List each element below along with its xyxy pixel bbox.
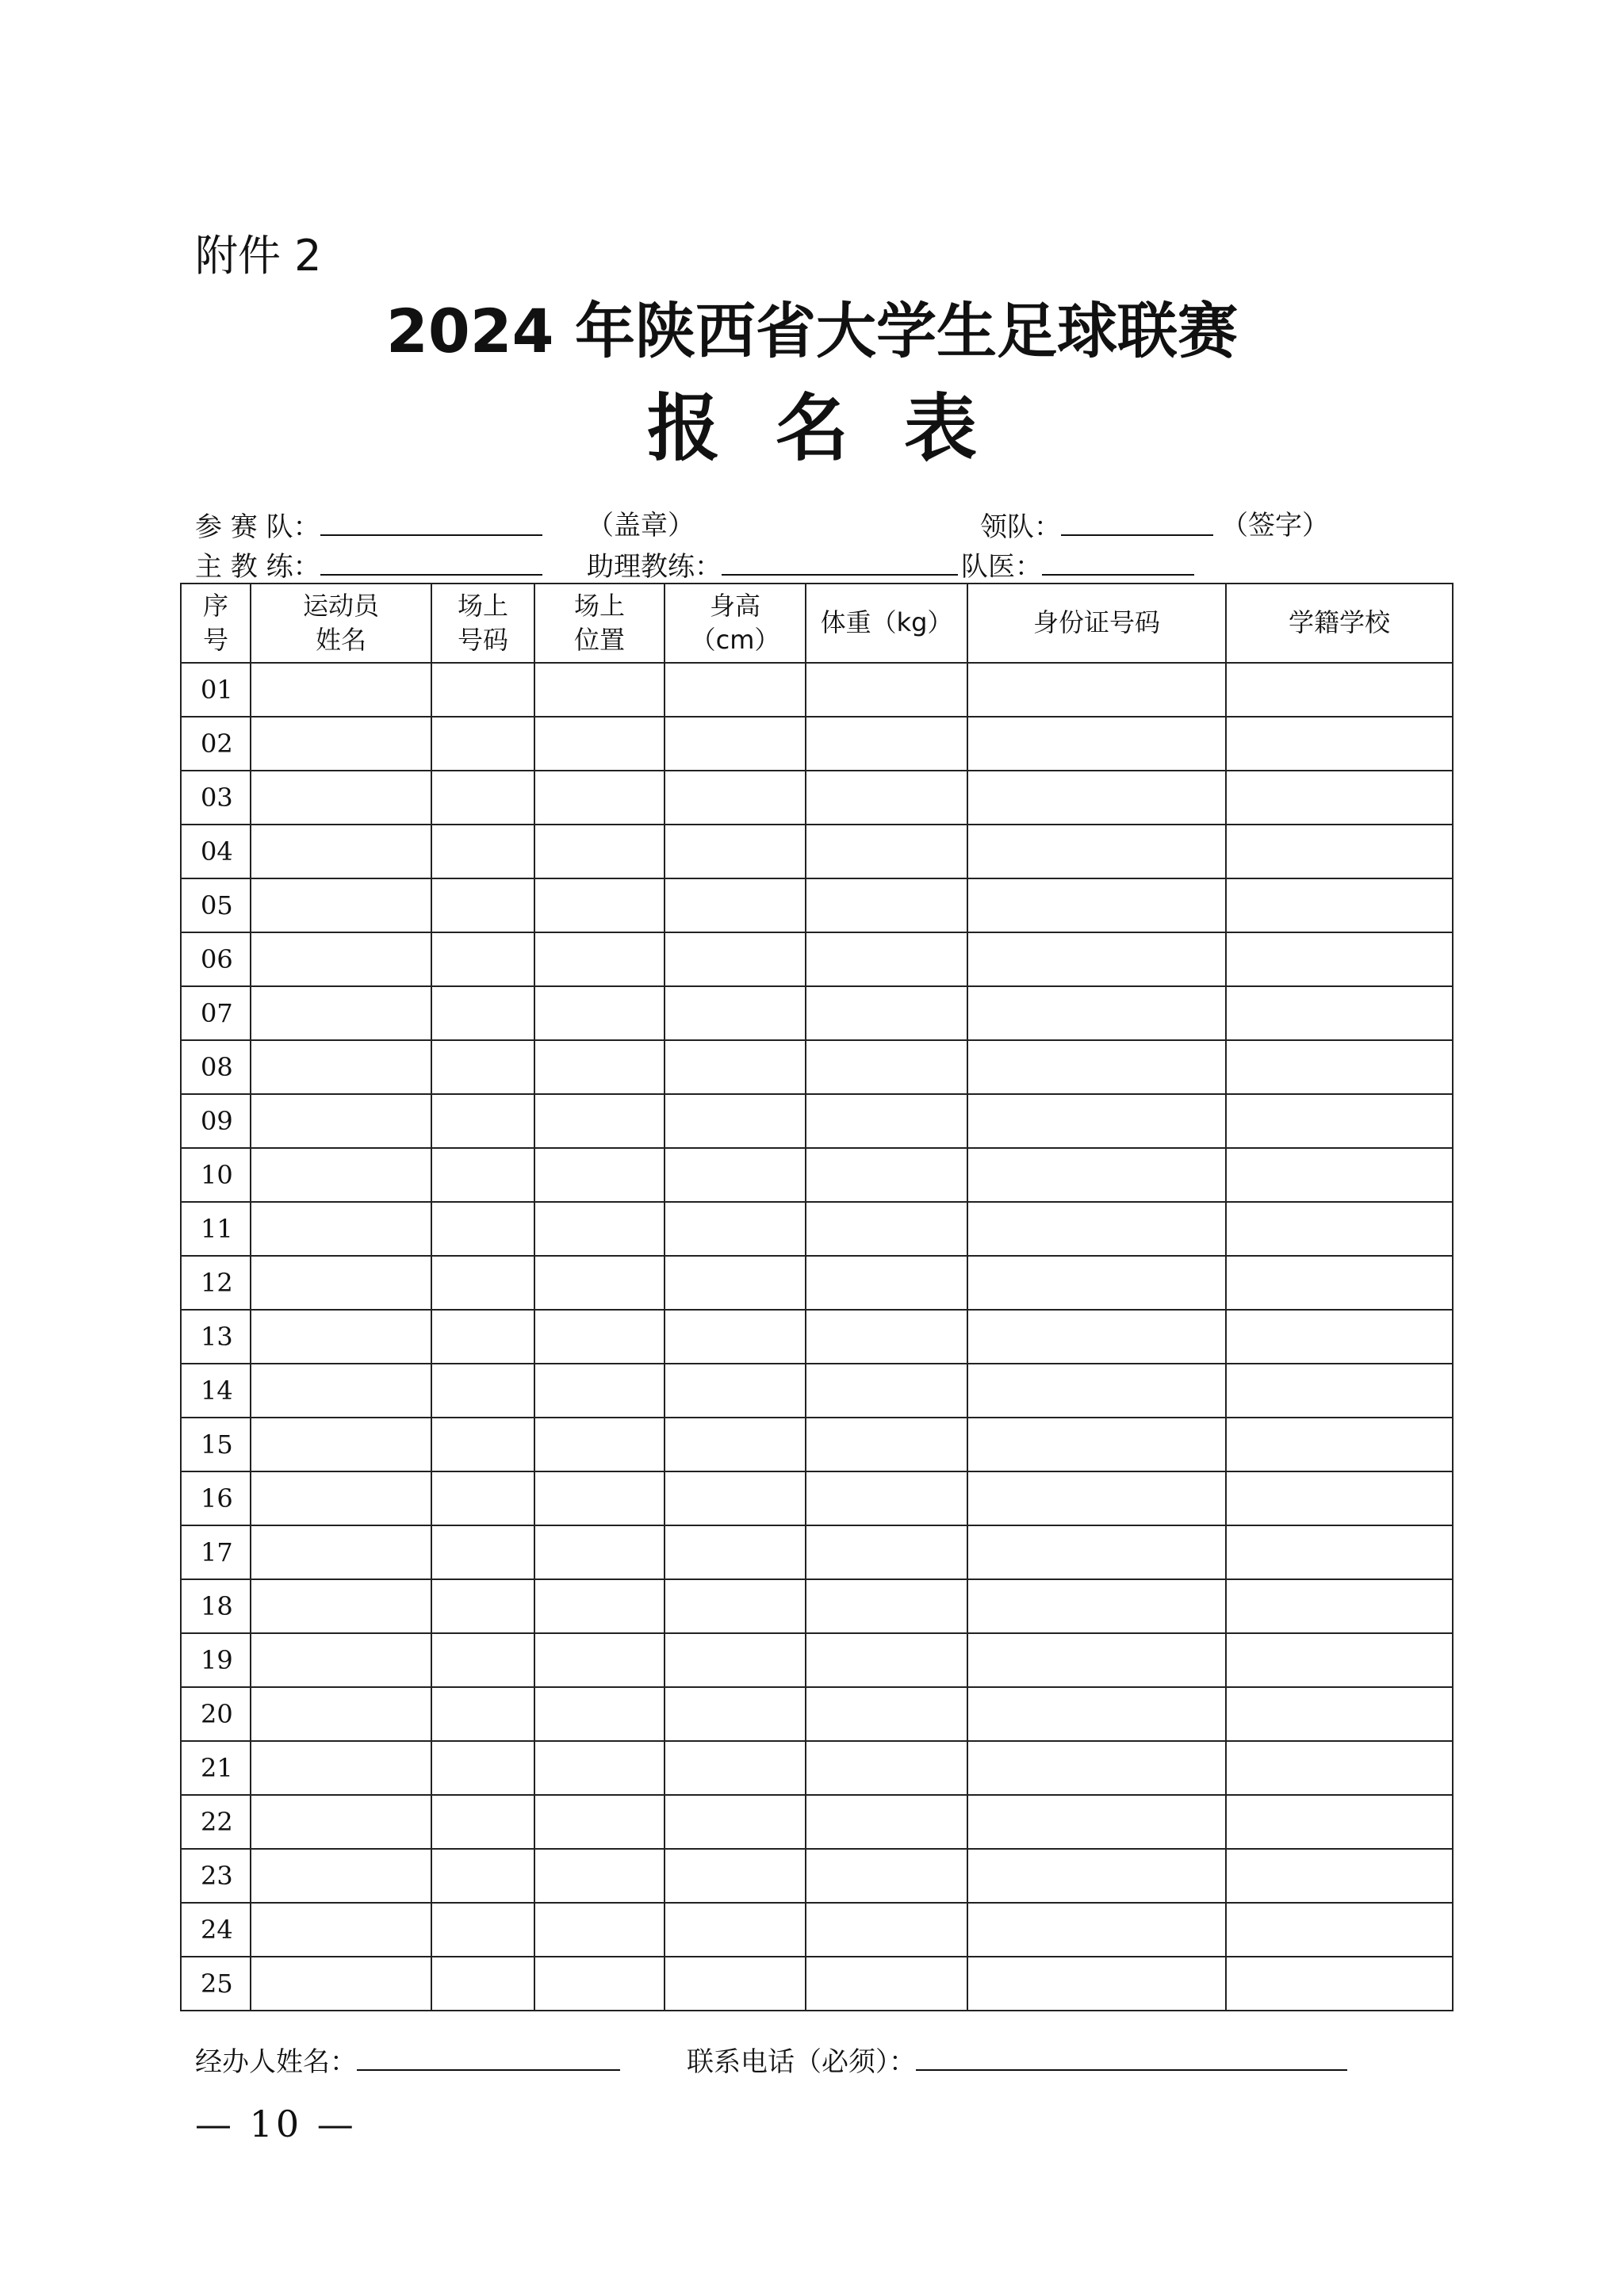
doctor-field bbox=[961, 551, 1194, 583]
table-row bbox=[181, 1903, 1453, 1957]
table-cell[interactable] bbox=[967, 1525, 1226, 1579]
table-cell[interactable] bbox=[806, 1040, 967, 1094]
row-number: 08 bbox=[181, 1040, 251, 1094]
table-cell[interactable] bbox=[251, 1418, 431, 1471]
phone-label: 联系电话（必须）： bbox=[687, 2046, 916, 2078]
table-cell[interactable] bbox=[534, 1256, 665, 1310]
row-number: 13 bbox=[181, 1310, 251, 1364]
table-cell[interactable] bbox=[665, 1094, 806, 1148]
table-cell[interactable] bbox=[806, 986, 967, 1040]
table-cell[interactable] bbox=[967, 1849, 1226, 1903]
table-cell[interactable] bbox=[534, 1957, 665, 2011]
table-cell[interactable] bbox=[1226, 1148, 1453, 1202]
table-cell[interactable] bbox=[665, 1687, 806, 1741]
table-cell[interactable] bbox=[1226, 1741, 1453, 1795]
team-label: 参 赛 队： bbox=[195, 511, 320, 543]
table-row bbox=[181, 1525, 1453, 1579]
table-cell[interactable] bbox=[665, 1957, 806, 2011]
table-cell[interactable] bbox=[967, 1310, 1226, 1364]
table-cell[interactable] bbox=[967, 825, 1226, 878]
table-cell[interactable] bbox=[967, 1633, 1226, 1687]
table-cell[interactable] bbox=[534, 1741, 665, 1795]
table-cell[interactable] bbox=[251, 825, 431, 878]
table-cell[interactable] bbox=[806, 1741, 967, 1795]
sign-note: （签字） bbox=[1221, 510, 1329, 541]
table-cell[interactable] bbox=[967, 1148, 1226, 1202]
table-cell[interactable] bbox=[806, 771, 967, 825]
table-cell[interactable] bbox=[967, 1579, 1226, 1633]
table-cell[interactable] bbox=[1226, 1202, 1453, 1256]
row-number: 04 bbox=[181, 825, 251, 878]
table-cell[interactable] bbox=[1226, 878, 1453, 932]
table-cell[interactable] bbox=[806, 1202, 967, 1256]
table-cell[interactable] bbox=[967, 1256, 1226, 1310]
table-cell[interactable] bbox=[1226, 1957, 1453, 2011]
column-header: 运动员 姓名 bbox=[251, 584, 431, 663]
table-cell[interactable] bbox=[806, 1903, 967, 1957]
handler-field bbox=[195, 2047, 620, 2076]
table-cell[interactable] bbox=[1226, 825, 1453, 878]
table-cell[interactable] bbox=[1226, 986, 1453, 1040]
table-cell[interactable] bbox=[534, 1795, 665, 1849]
table-row bbox=[181, 1310, 1453, 1364]
table-cell[interactable] bbox=[251, 1094, 431, 1148]
table-cell[interactable] bbox=[251, 878, 431, 932]
table-cell[interactable] bbox=[806, 1579, 967, 1633]
column-header: 场上 位置 bbox=[534, 584, 665, 663]
team-field bbox=[195, 512, 542, 541]
table-cell[interactable] bbox=[431, 1148, 534, 1202]
table-cell[interactable] bbox=[534, 1525, 665, 1579]
leader-blank[interactable] bbox=[1061, 512, 1213, 536]
table-cell[interactable] bbox=[967, 1040, 1226, 1094]
table-cell[interactable] bbox=[967, 663, 1226, 717]
table-cell[interactable] bbox=[1226, 1849, 1453, 1903]
table-cell[interactable] bbox=[251, 986, 431, 1040]
table-cell[interactable] bbox=[665, 1633, 806, 1687]
table-cell[interactable] bbox=[1226, 1471, 1453, 1525]
table-row bbox=[181, 1256, 1453, 1310]
row-number: 21 bbox=[181, 1741, 251, 1795]
table-row bbox=[181, 1471, 1453, 1525]
attachment-label: 附件 2 bbox=[195, 231, 322, 281]
table-cell[interactable] bbox=[431, 1471, 534, 1525]
table-cell[interactable] bbox=[806, 1256, 967, 1310]
table-cell[interactable] bbox=[534, 1849, 665, 1903]
handler-label: 经办人姓名： bbox=[195, 2046, 357, 2078]
table-cell[interactable] bbox=[665, 932, 806, 986]
table-row bbox=[181, 878, 1453, 932]
table-cell[interactable] bbox=[665, 878, 806, 932]
table-cell[interactable] bbox=[806, 717, 967, 771]
table-cell[interactable] bbox=[431, 932, 534, 986]
team-blank[interactable] bbox=[320, 512, 542, 536]
table-cell[interactable] bbox=[251, 1471, 431, 1525]
table-cell[interactable] bbox=[534, 986, 665, 1040]
doctor-blank[interactable] bbox=[1042, 552, 1194, 576]
table-cell[interactable] bbox=[431, 986, 534, 1040]
table-cell[interactable] bbox=[806, 1148, 967, 1202]
table-cell[interactable] bbox=[967, 1471, 1226, 1525]
table-cell[interactable] bbox=[967, 878, 1226, 932]
table-cell[interactable] bbox=[806, 1849, 967, 1903]
table-cell[interactable] bbox=[431, 771, 534, 825]
table-cell[interactable] bbox=[1226, 1903, 1453, 1957]
leader-field bbox=[980, 512, 1213, 541]
seal-note: （盖章） bbox=[587, 510, 695, 541]
row-number: 05 bbox=[181, 878, 251, 932]
table-cell[interactable] bbox=[534, 1310, 665, 1364]
table-cell[interactable] bbox=[806, 1633, 967, 1687]
table-cell[interactable] bbox=[534, 1040, 665, 1094]
table-cell[interactable] bbox=[251, 663, 431, 717]
row-number: 11 bbox=[181, 1202, 251, 1256]
table-cell[interactable] bbox=[665, 771, 806, 825]
table-cell[interactable] bbox=[665, 986, 806, 1040]
table-cell[interactable] bbox=[665, 663, 806, 717]
table-cell[interactable] bbox=[1226, 1795, 1453, 1849]
table-cell[interactable] bbox=[534, 878, 665, 932]
table-cell[interactable] bbox=[251, 771, 431, 825]
table-cell[interactable] bbox=[806, 1418, 967, 1471]
table-row bbox=[181, 932, 1453, 986]
table-cell[interactable] bbox=[251, 932, 431, 986]
table-cell[interactable] bbox=[967, 1741, 1226, 1795]
row-number: 15 bbox=[181, 1418, 251, 1471]
table-cell[interactable] bbox=[534, 1903, 665, 1957]
table-cell[interactable] bbox=[534, 1418, 665, 1471]
table-cell[interactable] bbox=[251, 1310, 431, 1364]
doctor-label: 队医： bbox=[961, 551, 1042, 583]
table-cell[interactable] bbox=[665, 1471, 806, 1525]
table-cell[interactable] bbox=[665, 1418, 806, 1471]
table-cell[interactable] bbox=[665, 825, 806, 878]
row-number: 25 bbox=[181, 1957, 251, 2011]
table-cell[interactable] bbox=[251, 1795, 431, 1849]
table-cell[interactable] bbox=[251, 1633, 431, 1687]
table-cell[interactable] bbox=[251, 1903, 431, 1957]
table-cell[interactable] bbox=[431, 878, 534, 932]
table-cell[interactable] bbox=[251, 1364, 431, 1418]
row-number: 22 bbox=[181, 1795, 251, 1849]
table-cell[interactable] bbox=[251, 1579, 431, 1633]
row-number: 14 bbox=[181, 1364, 251, 1418]
head-coach-label: 主 教 练： bbox=[195, 551, 320, 583]
table-cell[interactable] bbox=[665, 1525, 806, 1579]
row-number: 20 bbox=[181, 1687, 251, 1741]
table-cell[interactable] bbox=[967, 1418, 1226, 1471]
table-row bbox=[181, 1364, 1453, 1418]
table-cell[interactable] bbox=[534, 1687, 665, 1741]
table-cell[interactable] bbox=[1226, 663, 1453, 717]
table-cell[interactable] bbox=[665, 1795, 806, 1849]
table-cell[interactable] bbox=[967, 1364, 1226, 1418]
form-subtitle: 报名表 bbox=[646, 385, 1032, 471]
table-cell[interactable] bbox=[1226, 1687, 1453, 1741]
table-row bbox=[181, 1795, 1453, 1849]
table-cell[interactable] bbox=[534, 825, 665, 878]
table-cell[interactable] bbox=[431, 1040, 534, 1094]
page-number: — 10 — bbox=[195, 2103, 357, 2145]
column-header: 学籍学校 bbox=[1226, 584, 1453, 663]
table-row bbox=[181, 771, 1453, 825]
table-cell[interactable] bbox=[431, 1310, 534, 1364]
column-header: 场上 号码 bbox=[431, 584, 534, 663]
head-coach-field bbox=[195, 551, 542, 583]
table-cell[interactable] bbox=[806, 1310, 967, 1364]
head-coach-blank[interactable] bbox=[320, 552, 542, 576]
table-cell[interactable] bbox=[665, 1256, 806, 1310]
table-cell[interactable] bbox=[431, 717, 534, 771]
row-number: 24 bbox=[181, 1903, 251, 1957]
table-cell[interactable] bbox=[534, 1364, 665, 1418]
table-cell[interactable] bbox=[1226, 1094, 1453, 1148]
table-cell[interactable] bbox=[431, 1633, 534, 1687]
table-cell[interactable] bbox=[1226, 1364, 1453, 1418]
table-row bbox=[181, 1687, 1453, 1741]
row-number: 17 bbox=[181, 1525, 251, 1579]
table-cell[interactable] bbox=[431, 1418, 534, 1471]
phone-field bbox=[687, 2047, 1347, 2076]
table-cell[interactable] bbox=[806, 825, 967, 878]
table-cell[interactable] bbox=[534, 717, 665, 771]
table-cell[interactable] bbox=[665, 1202, 806, 1256]
table-cell[interactable] bbox=[967, 1687, 1226, 1741]
table-cell[interactable] bbox=[534, 1094, 665, 1148]
phone-blank[interactable] bbox=[916, 2047, 1347, 2071]
table-cell[interactable] bbox=[967, 1094, 1226, 1148]
table-row bbox=[181, 1148, 1453, 1202]
table-cell[interactable] bbox=[967, 1903, 1226, 1957]
table-row bbox=[181, 1040, 1453, 1094]
table-cell[interactable] bbox=[251, 1849, 431, 1903]
table-cell[interactable] bbox=[1226, 932, 1453, 986]
document-title: 2024 年陕西省大学生足球联赛 bbox=[386, 296, 1238, 366]
table-cell[interactable] bbox=[431, 1525, 534, 1579]
table-cell[interactable] bbox=[431, 1687, 534, 1741]
table-row bbox=[181, 1957, 1453, 2011]
table-row bbox=[181, 986, 1453, 1040]
table-cell[interactable] bbox=[1226, 771, 1453, 825]
table-cell[interactable] bbox=[251, 1202, 431, 1256]
table-row bbox=[181, 1579, 1453, 1633]
row-number: 18 bbox=[181, 1579, 251, 1633]
table-cell[interactable] bbox=[431, 1579, 534, 1633]
table-cell[interactable] bbox=[967, 771, 1226, 825]
table-cell[interactable] bbox=[665, 1741, 806, 1795]
row-number: 16 bbox=[181, 1471, 251, 1525]
table-row bbox=[181, 1418, 1453, 1471]
table-cell[interactable] bbox=[431, 825, 534, 878]
table-cell[interactable] bbox=[431, 1364, 534, 1418]
table-row bbox=[181, 1741, 1453, 1795]
table-cell[interactable] bbox=[251, 1687, 431, 1741]
table-cell[interactable] bbox=[1226, 717, 1453, 771]
table-cell[interactable] bbox=[534, 1471, 665, 1525]
table-cell[interactable] bbox=[431, 1094, 534, 1148]
table-cell[interactable] bbox=[806, 1094, 967, 1148]
table-row bbox=[181, 717, 1453, 771]
assistant-coach-field bbox=[587, 551, 958, 583]
row-number: 09 bbox=[181, 1094, 251, 1148]
table-cell[interactable] bbox=[534, 663, 665, 717]
table-cell[interactable] bbox=[967, 1795, 1226, 1849]
table-cell[interactable] bbox=[534, 1579, 665, 1633]
table-cell[interactable] bbox=[251, 1148, 431, 1202]
table-cell[interactable] bbox=[967, 932, 1226, 986]
table-cell[interactable] bbox=[1226, 1418, 1453, 1471]
table-cell[interactable] bbox=[251, 1525, 431, 1579]
table-cell[interactable] bbox=[431, 1202, 534, 1256]
table-cell[interactable] bbox=[806, 1364, 967, 1418]
table-cell[interactable] bbox=[665, 1310, 806, 1364]
table-cell[interactable] bbox=[806, 1687, 967, 1741]
assistant-coach-label: 助理教练： bbox=[587, 551, 722, 583]
table-cell[interactable] bbox=[967, 986, 1226, 1040]
table-row bbox=[181, 1202, 1453, 1256]
leader-label: 领队： bbox=[980, 511, 1061, 543]
table-cell[interactable] bbox=[251, 1957, 431, 2011]
table-cell[interactable] bbox=[431, 1849, 534, 1903]
table-cell[interactable] bbox=[665, 1849, 806, 1903]
table-cell[interactable] bbox=[534, 1202, 665, 1256]
table-cell[interactable] bbox=[431, 1903, 534, 1957]
table-cell[interactable] bbox=[806, 1795, 967, 1849]
table-cell[interactable] bbox=[251, 1040, 431, 1094]
table-cell[interactable] bbox=[806, 932, 967, 986]
table-cell[interactable] bbox=[1226, 1040, 1453, 1094]
column-header: 身份证号码 bbox=[967, 584, 1226, 663]
table-cell[interactable] bbox=[806, 1471, 967, 1525]
table-cell[interactable] bbox=[431, 1741, 534, 1795]
table-cell[interactable] bbox=[534, 1633, 665, 1687]
table-cell[interactable] bbox=[251, 717, 431, 771]
row-number: 19 bbox=[181, 1633, 251, 1687]
table-cell[interactable] bbox=[806, 878, 967, 932]
table-row bbox=[181, 1094, 1453, 1148]
registration-table bbox=[180, 583, 1454, 2011]
table-row bbox=[181, 825, 1453, 878]
row-number: 03 bbox=[181, 771, 251, 825]
table-cell[interactable] bbox=[251, 1256, 431, 1310]
table-cell[interactable] bbox=[665, 1579, 806, 1633]
table-header-row bbox=[181, 584, 1453, 663]
row-number: 10 bbox=[181, 1148, 251, 1202]
row-number: 12 bbox=[181, 1256, 251, 1310]
table-cell[interactable] bbox=[665, 1040, 806, 1094]
table-cell[interactable] bbox=[1226, 1525, 1453, 1579]
table-cell[interactable] bbox=[806, 1957, 967, 2011]
table-cell[interactable] bbox=[665, 717, 806, 771]
table-cell[interactable] bbox=[967, 1957, 1226, 2011]
table-cell[interactable] bbox=[431, 1256, 534, 1310]
table-cell[interactable] bbox=[665, 1364, 806, 1418]
column-header: 序 号 bbox=[181, 584, 251, 663]
table-cell[interactable] bbox=[665, 1148, 806, 1202]
table-cell[interactable] bbox=[431, 1795, 534, 1849]
table-cell[interactable] bbox=[1226, 1633, 1453, 1687]
table-cell[interactable] bbox=[534, 1148, 665, 1202]
table-cell[interactable] bbox=[251, 1741, 431, 1795]
table-cell[interactable] bbox=[1226, 1310, 1453, 1364]
table-cell[interactable] bbox=[431, 663, 534, 717]
assistant-coach-blank[interactable] bbox=[722, 552, 958, 576]
table-cell[interactable] bbox=[665, 1903, 806, 1957]
table-cell[interactable] bbox=[967, 717, 1226, 771]
table-cell[interactable] bbox=[534, 932, 665, 986]
table-cell[interactable] bbox=[1226, 1256, 1453, 1310]
table-cell[interactable] bbox=[1226, 1579, 1453, 1633]
column-header: 身高 （cm） bbox=[665, 584, 806, 663]
table-cell[interactable] bbox=[967, 1202, 1226, 1256]
table-row bbox=[181, 1849, 1453, 1903]
table-body bbox=[181, 663, 1453, 2011]
table-row bbox=[181, 663, 1453, 717]
row-number: 02 bbox=[181, 717, 251, 771]
table-cell[interactable] bbox=[806, 663, 967, 717]
column-header: 体重（kg） bbox=[806, 584, 967, 663]
handler-blank[interactable] bbox=[357, 2047, 620, 2071]
table-row bbox=[181, 1633, 1453, 1687]
table-cell[interactable] bbox=[431, 1957, 534, 2011]
row-number: 07 bbox=[181, 986, 251, 1040]
row-number: 06 bbox=[181, 932, 251, 986]
table-cell[interactable] bbox=[806, 1525, 967, 1579]
row-number: 23 bbox=[181, 1849, 251, 1903]
table-cell[interactable] bbox=[534, 771, 665, 825]
row-number: 01 bbox=[181, 663, 251, 717]
